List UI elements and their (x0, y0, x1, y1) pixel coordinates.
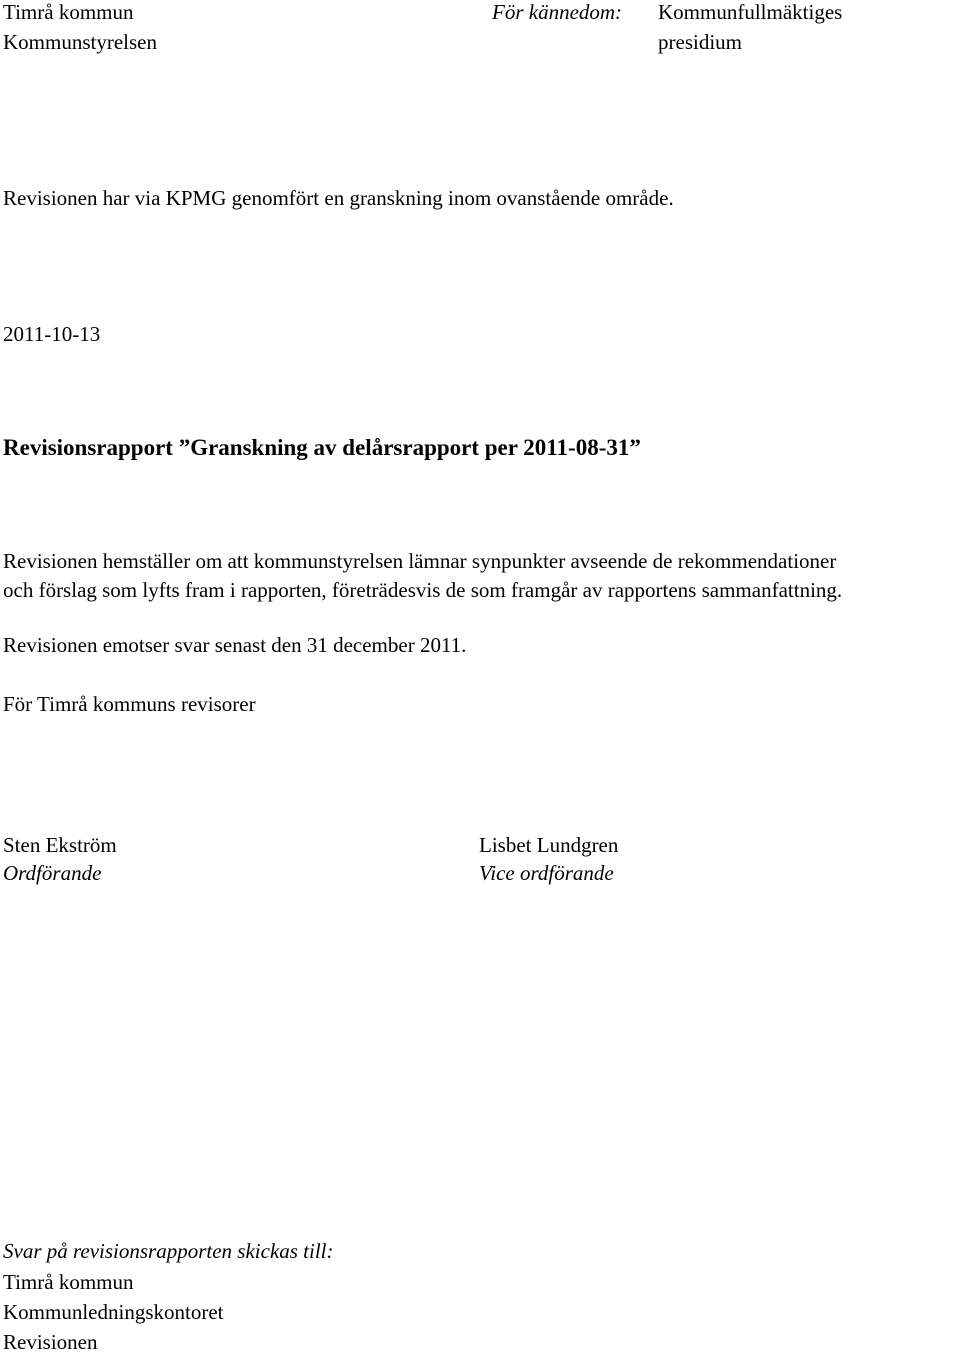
paragraph-2-line-1: Revisionen hemställer om att kommunstyrelsen lämnar synpunkter avseende de rekommendationer (3, 549, 837, 573)
signatory-name: Sten Ekström (3, 833, 117, 857)
reply-line-3: Revisionen (3, 1330, 98, 1354)
sender-line-2: Kommunstyrelsen (3, 30, 157, 54)
signatory-name: Lisbet Lundgren (479, 833, 619, 857)
reply-line-2: Kommunledningskontoret (3, 1300, 224, 1324)
signatory-role: Ordförande (3, 861, 102, 885)
document-title: Revisionsrapport ”Granskning av delårsrapport per 2011-08-31” (3, 435, 641, 460)
paragraph-2-line-2: och förslag som lyfts fram i rapporten, företrädesvis de som framgår av rapportens sammanfattning. (3, 578, 843, 602)
cc-label: För kännedom: (492, 0, 623, 24)
paragraph-1: Revisionen har via KPMG genomfört en granskning inom ovanstående område. (3, 186, 674, 210)
document-date: 2011-10-13 (3, 322, 101, 346)
cc-line-1: Kommunfullmäktiges (658, 0, 843, 24)
cc-line-2: presidium (658, 30, 742, 54)
closing-line: För Timrå kommuns revisorer (3, 692, 256, 716)
reply-heading: Svar på revisionsrapporten skickas till: (3, 1239, 334, 1263)
signatory-role: Vice ordförande (479, 861, 614, 885)
reply-line-1: Timrå kommun (3, 1270, 134, 1294)
paragraph-3: Revisionen emotser svar senast den 31 december 2011. (3, 633, 467, 657)
sender-line-1: Timrå kommun (3, 0, 134, 24)
